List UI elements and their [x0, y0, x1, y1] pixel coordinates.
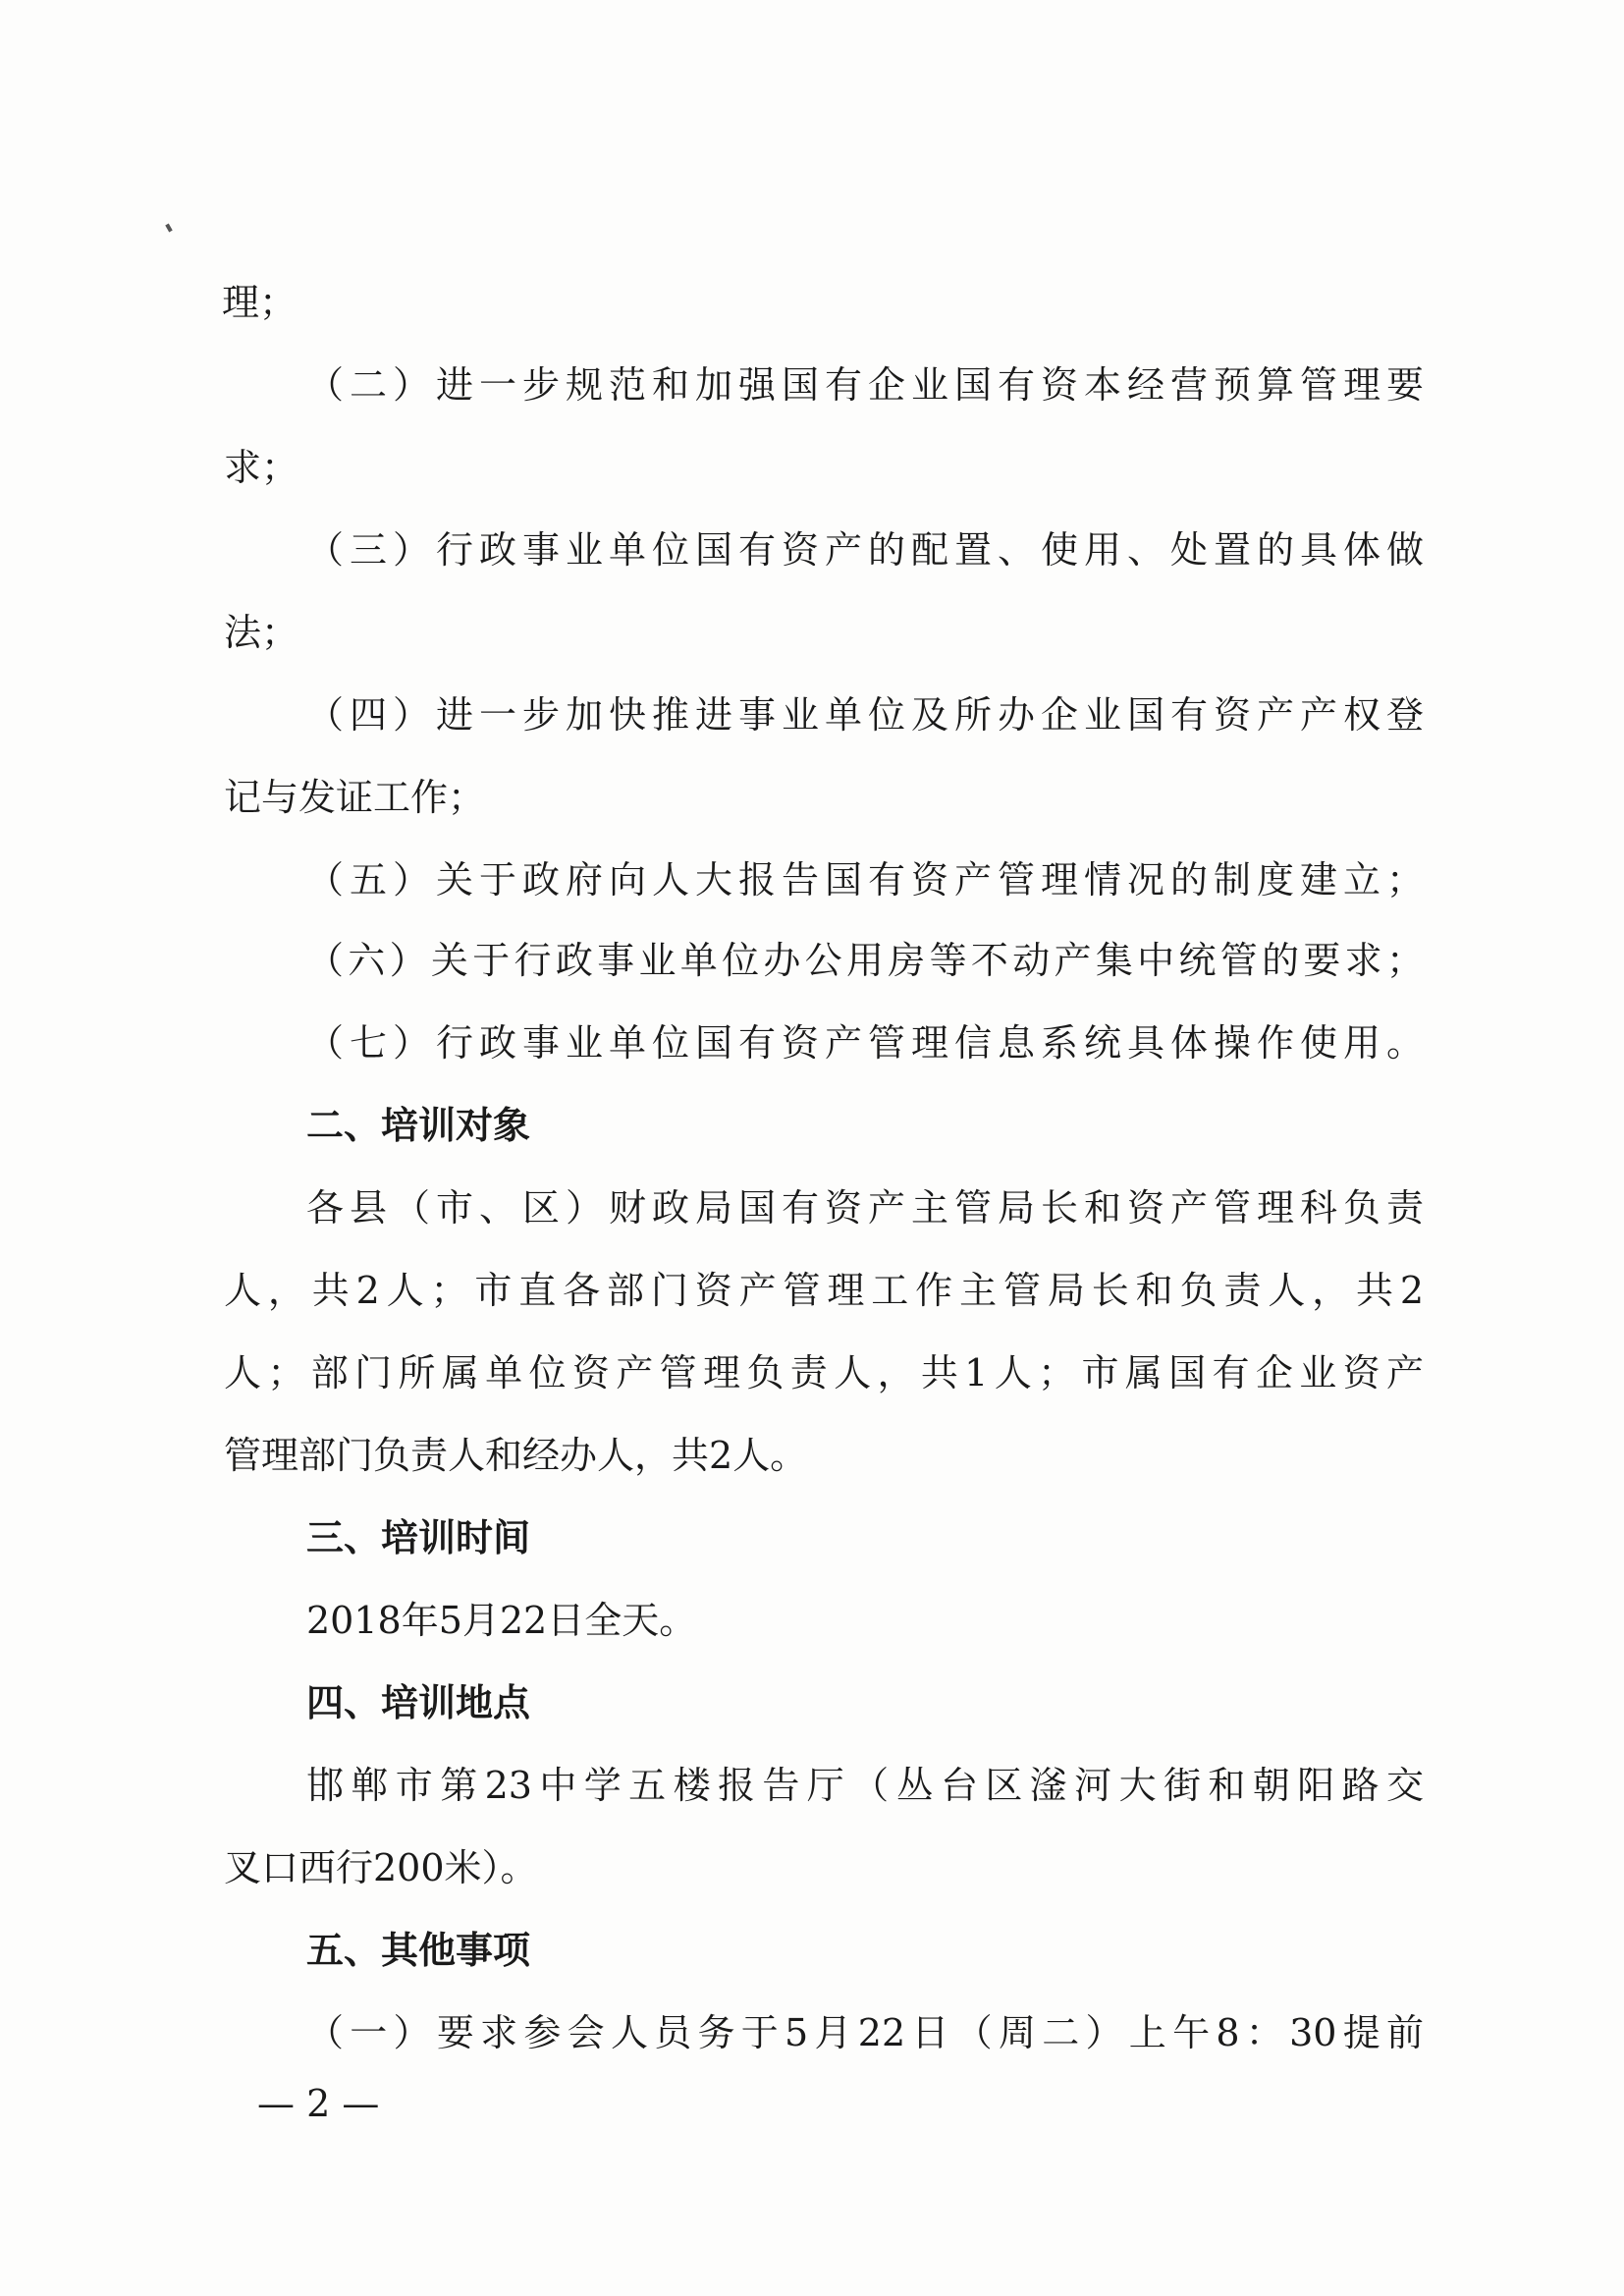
paragraph-line: 管理部门负责人和经办人，共2人。 [224, 1434, 808, 1477]
list-item-5: （五）关于政府向人大报告国有资产管理情况的制度建立； [306, 858, 1424, 902]
training-time-text: 2018年5月22日全天。 [306, 1599, 697, 1642]
paragraph-line: 人；部门所属单位资产管理负责人，共1人；市属国有企业资产 [224, 1351, 1424, 1394]
other-matters-item-1: （一）要求参会人员务于5月22日（周二）上午8：30提前 [306, 2011, 1424, 2054]
section-heading-training-location: 四、培训地点 [306, 1681, 531, 1724]
training-location-text: 邯郸市第23中学五楼报告厅（丛台区滏河大街和朝阳路交 [306, 1764, 1424, 1807]
section-heading-training-time: 三、培训时间 [306, 1516, 531, 1559]
list-item-6: （六）关于行政事业单位办公用房等不动产集中统管的要求； [306, 939, 1424, 982]
list-item-2: （二）进一步规范和加强国有企业国有资本经营预算管理要 [306, 363, 1424, 407]
scan-mark [165, 224, 172, 233]
text-line-continuation: 理； [222, 281, 298, 324]
list-item-2-continuation: 求； [224, 446, 299, 489]
paragraph-line: 人，共2人；市直各部门资产管理工作主管局长和负责人，共2 [224, 1269, 1424, 1312]
training-location-continuation: 叉口西行200米）。 [224, 1846, 538, 1889]
section-heading-training-target: 二、培训对象 [306, 1104, 531, 1147]
section-heading-other-matters: 五、其他事项 [306, 1929, 531, 1972]
list-item-3-continuation: 法； [224, 611, 299, 654]
page-number: — 2 — [257, 2082, 380, 2125]
list-item-4: （四）进一步加快推进事业单位及所办企业国有资产产权登 [306, 693, 1424, 737]
paragraph-line: 各县（市、区）财政局国有资产主管局长和资产管理科负责 [306, 1186, 1424, 1230]
list-item-7: （七）行政事业单位国有资产管理信息系统具体操作使用。 [306, 1021, 1424, 1065]
list-item-3: （三）行政事业单位国有资产的配置、使用、处置的具体做 [306, 528, 1424, 572]
list-item-4-continuation: 记与发证工作； [224, 776, 486, 819]
